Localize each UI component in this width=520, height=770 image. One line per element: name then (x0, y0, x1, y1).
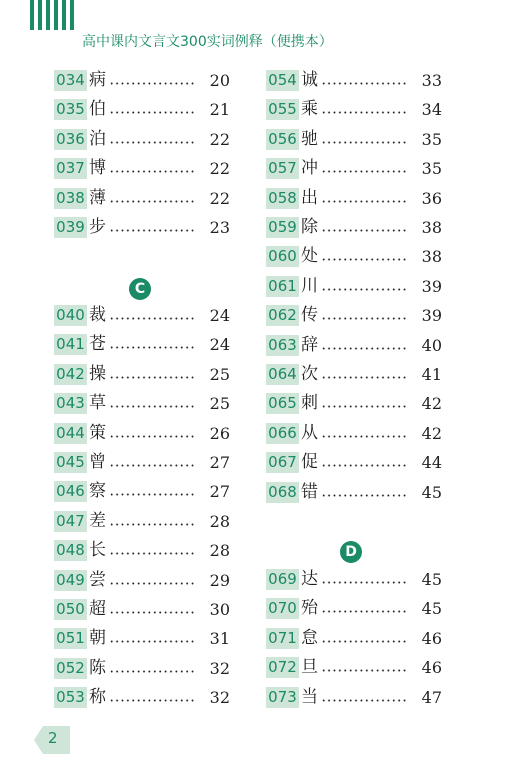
entry-number: 073 (266, 687, 299, 708)
entry-page-number: 22 (209, 129, 230, 149)
entry-character: 从 (301, 422, 318, 443)
entry-page-number: 25 (209, 394, 230, 414)
leader-dots (109, 611, 195, 614)
entry-number: 056 (266, 129, 299, 150)
entry-number: 041 (54, 334, 87, 355)
leader-dots (321, 699, 407, 702)
leader-dots (321, 82, 407, 85)
entry-page-number: 46 (421, 658, 442, 678)
entry-page-number: 38 (421, 218, 442, 237)
leader-dots (109, 464, 195, 467)
entry-page-number: 28 (209, 511, 230, 531)
leader-dots (109, 82, 195, 85)
entry-character: 尝 (89, 569, 106, 590)
entry-number: 067 (266, 452, 299, 473)
entry-number: 070 (266, 598, 299, 619)
entry-page-number: 27 (209, 453, 230, 472)
entry-character: 裁 (89, 305, 106, 325)
entry-page-number: 31 (209, 629, 230, 649)
entry-character: 旦 (301, 657, 318, 678)
entry-number: 039 (54, 217, 87, 238)
entry-page-number: 25 (209, 364, 230, 384)
entry-character: 操 (89, 363, 106, 384)
entry-page-number: 35 (421, 129, 442, 149)
leader-dots (109, 582, 195, 585)
leader-dots (109, 141, 195, 144)
entry-number: 036 (54, 129, 87, 150)
entry-number: 037 (54, 158, 87, 179)
entry-character: 察 (89, 481, 106, 502)
leader-dots (109, 376, 195, 379)
leader-dots (321, 581, 407, 584)
leader-dots (109, 435, 195, 438)
leader-dots (109, 699, 195, 702)
entry-number: 042 (54, 364, 87, 385)
entry-page-number: 34 (421, 100, 442, 120)
entry-character: 苍 (89, 334, 106, 355)
entry-number: 047 (54, 511, 87, 532)
entry-page-number: 39 (421, 276, 442, 296)
entry-page-number: 26 (209, 423, 230, 443)
header-stripes (30, 0, 90, 30)
entry-character: 辞 (301, 334, 318, 355)
leader-dots (321, 229, 407, 232)
leader-dots (321, 669, 407, 672)
entry-character: 驰 (301, 128, 318, 149)
entry-number: 040 (54, 305, 87, 326)
leader-dots (321, 317, 407, 320)
leader-dots (109, 552, 195, 555)
entry-page-number: 33 (421, 71, 442, 90)
entry-number: 064 (266, 364, 299, 385)
entry-character: 促 (301, 452, 318, 473)
entry-page-number: 20 (209, 71, 230, 90)
entry-character: 差 (89, 510, 106, 531)
entry-page-number: 47 (421, 687, 442, 707)
entry-number: 071 (266, 628, 299, 649)
entry-number: 068 (266, 482, 299, 503)
leader-dots (321, 435, 407, 438)
leader-dots (109, 670, 195, 673)
entry-page-number: 24 (209, 306, 230, 325)
entry-number: 051 (54, 628, 87, 649)
entry-number: 069 (266, 569, 299, 590)
section-letter-c: C (129, 278, 151, 300)
entry-page-number: 22 (209, 188, 230, 208)
entry-page-number: 35 (421, 159, 442, 179)
entry-number: 062 (266, 305, 299, 326)
entry-character: 病 (89, 70, 106, 90)
entry-page-number: 28 (209, 541, 230, 561)
entry-number: 052 (54, 658, 87, 679)
entry-number: 063 (266, 335, 299, 356)
entry-number: 035 (54, 99, 87, 120)
entry-page-number: 39 (421, 306, 442, 326)
leader-dots (109, 523, 195, 526)
entry-number: 046 (54, 481, 87, 502)
entry-character: 传 (301, 305, 318, 326)
entry-character: 长 (89, 540, 106, 561)
entry-page-number: 45 (421, 570, 442, 589)
entry-page-number: 45 (421, 482, 442, 502)
entry-number: 048 (54, 540, 87, 561)
section-letter-d: D (340, 541, 362, 563)
entry-page-number: 46 (421, 628, 442, 648)
entry-character: 川 (301, 275, 318, 296)
book-title: 高中课内文言文300实词例释（便携本） (82, 34, 333, 50)
leader-dots (321, 347, 407, 350)
entry-page-number: 27 (209, 482, 230, 502)
entry-character: 殆 (301, 598, 318, 619)
entry-character: 泊 (89, 128, 106, 149)
entry-number: 034 (54, 70, 87, 91)
leader-dots (321, 288, 407, 291)
entry-number: 049 (54, 570, 87, 591)
leader-dots (321, 141, 407, 144)
entry-character: 达 (301, 569, 318, 589)
entry-character: 陈 (89, 657, 106, 678)
entry-page-number: 40 (421, 335, 442, 355)
entry-page-number: 21 (209, 100, 230, 120)
entry-page-number: 44 (421, 453, 442, 473)
entry-page-number: 38 (421, 247, 442, 267)
entry-number: 057 (266, 158, 299, 179)
entry-page-number: 23 (209, 218, 230, 237)
leader-dots (321, 376, 407, 379)
leader-dots (109, 640, 195, 643)
leader-dots (109, 111, 195, 114)
entry-character: 处 (301, 246, 318, 267)
entry-page-number: 42 (421, 423, 442, 443)
entry-number: 060 (266, 246, 299, 267)
entry-character: 草 (89, 393, 106, 414)
entry-character: 当 (301, 686, 318, 707)
leader-dots (321, 610, 407, 613)
entry-number: 058 (266, 188, 299, 209)
leader-dots (321, 200, 407, 203)
leader-dots (109, 317, 195, 320)
entry-character: 博 (89, 158, 106, 179)
entry-character: 称 (89, 687, 106, 708)
leader-dots (321, 494, 407, 497)
leader-dots (321, 640, 407, 643)
entry-number: 059 (266, 217, 299, 238)
entry-number: 072 (266, 657, 299, 678)
entry-number: 066 (266, 423, 299, 444)
entry-page-number: 41 (421, 365, 442, 384)
entry-page-number: 45 (421, 599, 442, 619)
leader-dots (109, 229, 195, 232)
entry-character: 错 (301, 481, 318, 502)
entry-number: 065 (266, 393, 299, 414)
leader-dots (321, 464, 407, 467)
entry-character: 怠 (301, 627, 318, 648)
entry-page-number: 24 (209, 335, 230, 355)
entry-page-number: 22 (209, 159, 230, 179)
page-number: 2 (48, 729, 58, 747)
entry-character: 诚 (301, 70, 318, 90)
entry-number: 054 (266, 70, 299, 91)
entry-page-number: 32 (209, 658, 230, 678)
entry-page-number: 29 (209, 570, 230, 590)
entry-page-number: 36 (421, 188, 442, 208)
entry-character: 次 (301, 364, 318, 384)
leader-dots (109, 493, 195, 496)
entry-character: 步 (89, 217, 106, 237)
entry-character: 出 (301, 187, 318, 208)
leader-dots (321, 258, 407, 261)
entry-character: 除 (301, 217, 318, 237)
entry-character: 伯 (89, 99, 106, 120)
entry-number: 050 (54, 599, 87, 620)
entry-character: 策 (89, 422, 106, 443)
leader-dots (109, 200, 195, 203)
leader-dots (109, 346, 195, 349)
entry-page-number: 32 (209, 688, 230, 708)
leader-dots (321, 111, 407, 114)
entry-page-number: 42 (421, 394, 442, 414)
leader-dots (109, 405, 195, 408)
entry-number: 045 (54, 452, 87, 473)
entry-number: 053 (54, 687, 87, 708)
entry-character: 超 (89, 599, 106, 619)
entry-number: 055 (266, 99, 299, 120)
entry-character: 乘 (301, 99, 318, 120)
leader-dots (321, 170, 407, 173)
entry-character: 冲 (301, 158, 318, 179)
entry-character: 刺 (301, 393, 318, 414)
entry-number: 044 (54, 423, 87, 444)
leader-dots (109, 170, 195, 173)
entry-character: 曾 (89, 452, 106, 472)
entry-character: 朝 (89, 628, 106, 649)
entry-character: 薄 (89, 187, 106, 208)
entry-page-number: 30 (209, 600, 230, 619)
entry-number: 038 (54, 188, 87, 209)
leader-dots (321, 405, 407, 408)
entry-number: 061 (266, 276, 299, 297)
entry-number: 043 (54, 393, 87, 414)
